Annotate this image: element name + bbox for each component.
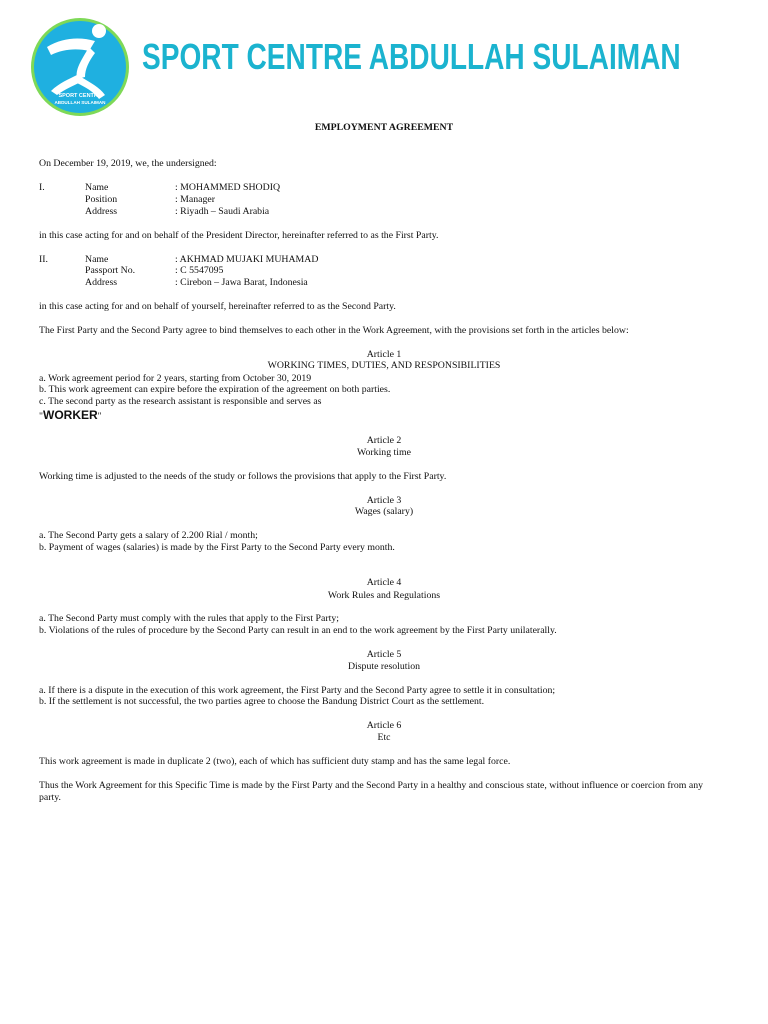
article1-item-b: b. This work agreement can expire before the expiration of the agreement on both parties. [39, 384, 391, 395]
article5-item-a: a. If there is a dispute in the execution of this work agreement, the First Party and the Second Party agree to settle it in consultation; [39, 685, 556, 696]
intro-text: On December 19, 2019, we, the undersigned: [39, 158, 217, 169]
article3-item-b: b. Payment of wages (salaries) is made by the First Party to the Second Party every month. [39, 542, 395, 553]
agreement-statement: The First Party and the Second Party agree to bind themselves to each other in the Work Agreement, with the provisions set forth in the articles below: [39, 325, 629, 336]
article1-item-a: a. Work agreement period for 2 years, starting from October 30, 2019 [39, 373, 312, 384]
article2-text: Working time is adjusted to the needs of the study or follows the provisions that apply to the First Party. [39, 471, 447, 482]
article3-item-a: a. The Second Party gets a salary of 2.200 Rial / month; [39, 530, 258, 541]
logo-text-line2: ABDULLAH SULAIMAN [54, 100, 106, 105]
party1-name-value: : MOHAMMED SHODIQ [175, 182, 281, 193]
party1-address-label: Address [85, 206, 118, 217]
party2-address-label: Address [85, 277, 118, 288]
party1-acting: in this case acting for and on behalf of the President Director, hereinafter referred to as the First Party. [39, 230, 439, 241]
party2-passport-value: : C 5547095 [175, 265, 224, 276]
party2-numeral: II. [39, 254, 48, 265]
document-title: EMPLOYMENT AGREEMENT [314, 122, 454, 133]
party2-name-value: : AKHMAD MUJAKI MUHAMAD [175, 254, 319, 265]
article6-number: Article 6 [366, 720, 402, 731]
party1-numeral: I. [39, 182, 45, 193]
logo-text-line1: SPORT CENTRE [58, 93, 102, 99]
article2-title: Working time [357, 447, 411, 458]
article5-title: Dispute resolution [347, 661, 421, 672]
article4-number: Article 4 [366, 577, 402, 588]
article4-item-a: a. The Second Party must comply with the rules that apply to the First Party; [39, 613, 339, 624]
closing-line1: Thus the Work Agreement for this Specific Time is made by the First Party and the Second Party in a healthy and conscious state, without influence or coercion from any [39, 780, 703, 791]
party2-passport-label: Passport No. [85, 265, 136, 276]
article6-text: This work agreement is made in duplicate 2 (two), each of which has sufficient duty stamp and has the same legal force. [39, 756, 511, 767]
article3-number: Article 3 [366, 495, 402, 506]
party1-name-label: Name [85, 182, 109, 193]
article1-item-c: c. The second party as the research assistant is responsible and serves as [39, 396, 322, 407]
article1-role-value: WORKER [43, 408, 98, 422]
article2-number: Article 2 [366, 435, 402, 446]
article1-number: Article 1 [366, 349, 402, 360]
article4-item-b: b. Violations of the rules of procedure by the Second Party can result in an end to the work agreement by the First Party unilaterally. [39, 625, 557, 636]
party1-position-label: Position [85, 194, 118, 205]
company-name: SPORT CENTRE ABDULLAH SULAIMAN [142, 36, 681, 77]
closing-line2: party. [39, 792, 61, 803]
party2-address-value: : Cirebon – Jawa Barat, Indonesia [175, 277, 308, 288]
party1-address-value: : Riyadh – Saudi Arabia [175, 206, 270, 217]
party2-name-label: Name [85, 254, 109, 265]
article1-role: "WORKER" [39, 408, 102, 422]
company-logo [29, 17, 131, 117]
party2-acting: in this case acting for and on behalf of yourself, hereinafter referred to as the Second Party. [39, 301, 396, 312]
article5-item-b: b. If the settlement is not successful, the two parties agree to choose the Bandung District Court as the settlement. [39, 696, 485, 707]
party1-position-value: : Manager [175, 194, 215, 205]
article5-number: Article 5 [366, 649, 402, 660]
article4-title: Work Rules and Regulations [327, 590, 441, 601]
article3-title: Wages (salary) [354, 506, 414, 517]
article6-title: Etc [377, 732, 391, 743]
article1-title: WORKING TIMES, DUTIES, AND RESPONSIBILITIES [267, 360, 501, 371]
